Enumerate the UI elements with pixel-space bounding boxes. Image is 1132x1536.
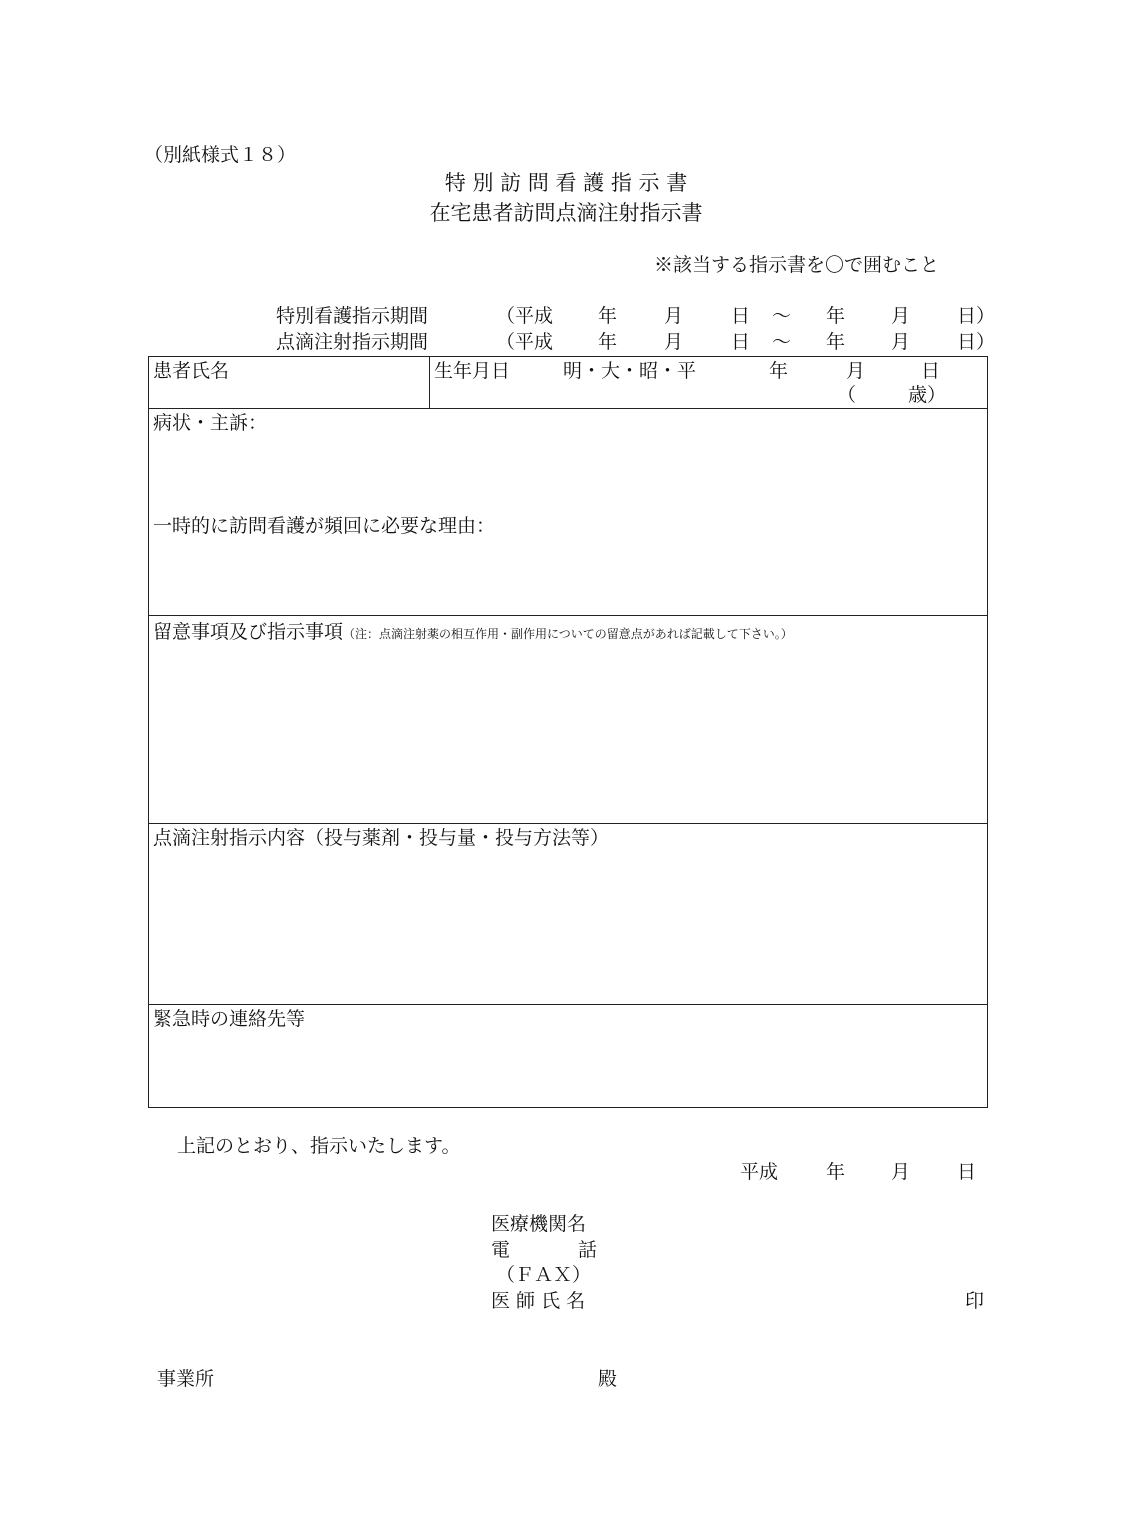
period-label: 特別看護指示期間 [276,305,429,327]
age-open: （ [837,384,857,406]
reason-label: 一時的に訪問看護が頻回に必要な理由： [153,515,496,537]
period-label: 点滴注射指示期間 [276,331,429,353]
table-divider [149,615,987,616]
period-month-end: 月 [891,331,911,353]
statement: 上記のとおり、指示いたします。 [177,1135,461,1157]
tel-label-2: 話 [578,1239,598,1261]
date-month: 月 [891,1161,911,1183]
form-number: （別紙様式１８） [144,144,297,166]
period-year-end: 年 [826,331,846,353]
birth-year: 年 [769,360,789,382]
institution-name-label: 医療機関名 [491,1213,587,1235]
symptoms-label: 病状・主訴： [153,412,268,434]
period-tilde: ～ [772,305,792,327]
patient-name-label: 患者氏名 [153,360,230,382]
tel-label-1: 電 [491,1239,511,1261]
notes-small-text: （注：点滴注射薬の相互作用・副作用についての留意点があれば記載して下さい。） [343,627,793,641]
title-sub: 在宅患者訪問点滴注射指示書 [429,201,703,225]
emergency-contact-label: 緊急時の連絡先等 [153,1008,306,1030]
table-divider [429,357,430,408]
period-year: 年 [598,305,618,327]
period-era: （平成 [496,305,554,327]
title-main: 特 別 訪 問 看 護 指 示 書 [444,171,688,195]
age-close: 歳） [908,384,947,406]
period-day: 日 [731,305,751,327]
fax-label: （ＦＡＸ） [496,1264,592,1286]
notes-label [153,623,793,642]
period-tilde: ～ [772,331,792,353]
instruction-table [148,356,988,1108]
notes-label-text: 留意事項及び指示事項 [153,621,344,643]
birth-eras: 明・大・昭・平 [563,360,697,382]
period-month: 月 [664,305,684,327]
period-month: 月 [664,331,684,353]
date-era: 平成 [740,1161,779,1183]
period-month-end: 月 [891,305,911,327]
period-year-end: 年 [826,305,846,327]
table-divider [149,823,987,824]
doctor-name-label: 医 師 氏 名 [491,1290,586,1312]
table-divider [149,1004,987,1005]
period-era: （平成 [496,331,554,353]
period-day-end: 日） [957,331,996,353]
date-year: 年 [826,1161,846,1183]
date-day: 日 [957,1161,977,1183]
period-day: 日 [731,331,751,353]
birth-date-label: 生年月日 [434,360,511,382]
office-label: 事業所 [157,1368,215,1390]
birth-month: 月 [846,360,866,382]
period-day-end: 日） [957,305,996,327]
drip-instruction-label: 点滴注射指示内容（投与薬剤・投与量・投与方法等） [153,827,610,849]
honorific: 殿 [598,1368,618,1390]
birth-day: 日 [921,360,941,382]
period-year: 年 [598,331,618,353]
instruction-note: ※該当する指示書を〇で囲むこと [654,254,940,276]
seal-mark: 印 [965,1290,985,1312]
table-divider [149,408,987,409]
